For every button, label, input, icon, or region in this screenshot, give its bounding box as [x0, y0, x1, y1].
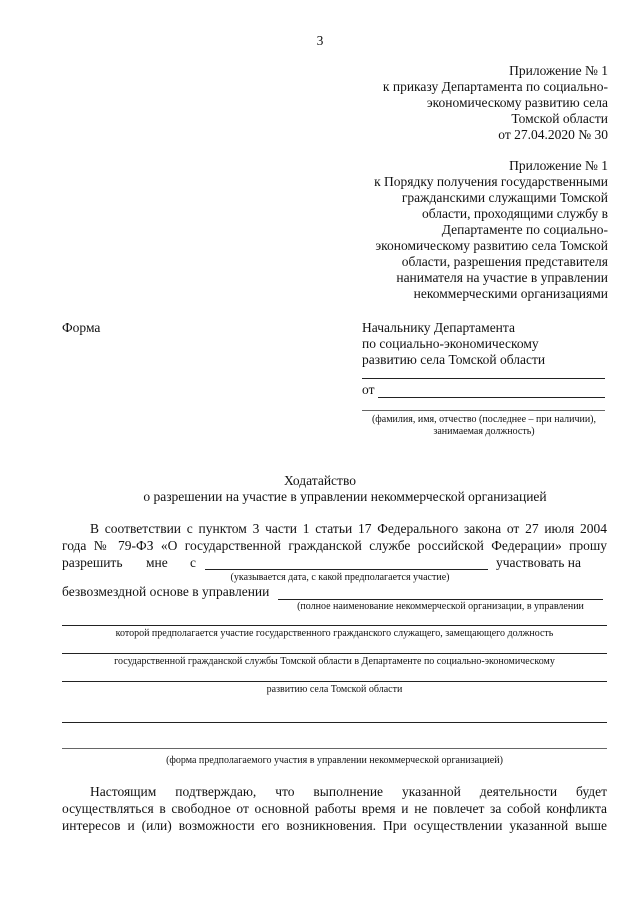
- appendix-order-line: от 27.04.2020 № 30: [498, 127, 608, 142]
- addressee-line: развитию села Томской области: [362, 352, 546, 367]
- appendix-procedure-line: нанимателя на участие в управлении: [396, 270, 608, 285]
- appendix-procedure-block: [248, 158, 608, 302]
- org-blank-line: [62, 653, 607, 654]
- addressee-line: по социально-экономическому: [362, 336, 539, 351]
- body-line: безвозмездной основе в управлении: [62, 584, 270, 599]
- petition-subtitle: о разрешении на участие в управлении некоммерческой организацией: [143, 489, 547, 504]
- appendix-procedure-line: гражданскими служащими Томской: [401, 190, 608, 205]
- appendix-order-line: Томской области: [511, 111, 608, 126]
- body-word-allow: разрешить: [62, 555, 123, 570]
- confirm-line: осуществляться в свободное от основной работы время и не повлечет за собой конфликта: [62, 801, 607, 816]
- participation-form-line: [62, 722, 607, 723]
- appendix-procedure-line: области, проходящими службу в: [421, 206, 608, 221]
- body-line: В соответствии с пунктом 3 части 1 статьи 17 Федерального закона от 27 июля 2004: [90, 521, 607, 536]
- appendix-order-block: [248, 63, 608, 143]
- body-word-from: с: [190, 555, 196, 570]
- addressee-block: [362, 320, 612, 368]
- date-caption: (указывается дата, с какой предполагается участие): [230, 572, 450, 583]
- addressee-name-line: [362, 410, 605, 411]
- addressee-line: Начальнику Департамента: [362, 320, 515, 335]
- appendix-procedure-line: области, разрешения представителя: [401, 254, 608, 269]
- body-word-me: мне: [146, 555, 168, 570]
- appendix-procedure-line: к Порядку получения государственными: [374, 174, 608, 189]
- appendix-order-line: Приложение № 1: [509, 63, 608, 78]
- body-word-participate: участвовать на: [496, 555, 581, 570]
- form-label: Форма: [62, 320, 101, 335]
- org-caption: (полное наименование некоммерческой организации, в управлении: [297, 601, 584, 612]
- org-blank-line: [62, 681, 607, 682]
- org-caption: государственной гражданской службы Томской области в Департаменте по социально-экономическому: [114, 656, 555, 667]
- org-blank-line: [62, 625, 607, 626]
- addressee-caption-line: занимаемая должность): [433, 426, 535, 437]
- participation-form-line: [62, 748, 607, 749]
- appendix-procedure-line: некоммерческими организациями: [413, 286, 608, 301]
- addressee-blank-line: [362, 378, 605, 379]
- addressee-from-line: [378, 397, 605, 398]
- confirm-line: Настоящим подтверждаю, что выполнение указанной деятельности будет: [90, 784, 607, 799]
- participation-form-caption: (форма предполагаемого участия в управлении некоммерческой организацией): [166, 755, 503, 766]
- petition-title: Ходатайство: [284, 473, 356, 488]
- appendix-procedure-line: экономическому развитию села Томской: [375, 238, 608, 253]
- org-caption: развитию села Томской области: [266, 684, 403, 695]
- date-blank-line: [205, 569, 488, 570]
- page-number: 3: [316, 33, 324, 48]
- org-name-line: [278, 599, 603, 600]
- addressee-caption: [350, 414, 618, 438]
- org-caption: которой предполагается участие государственного гражданского служащего, замещающего должность: [115, 628, 554, 639]
- confirm-line: интересов и (или) возможности его возникновения. При осуществлении указанной выше: [62, 818, 607, 833]
- appendix-order-line: экономическому развитию села: [426, 95, 608, 110]
- appendix-procedure-line: Департаменте по социально-: [441, 222, 608, 237]
- body-line: года № 79-ФЗ «О государственной гражданской службе российской Федерации» прошу: [62, 538, 607, 553]
- addressee-from-label: от: [362, 382, 375, 397]
- addressee-caption-line: (фамилия, имя, отчество (последнее – при наличии),: [371, 414, 597, 425]
- appendix-order-line: к приказу Департамента по социально-: [382, 79, 608, 94]
- appendix-procedure-line: Приложение № 1: [509, 158, 608, 173]
